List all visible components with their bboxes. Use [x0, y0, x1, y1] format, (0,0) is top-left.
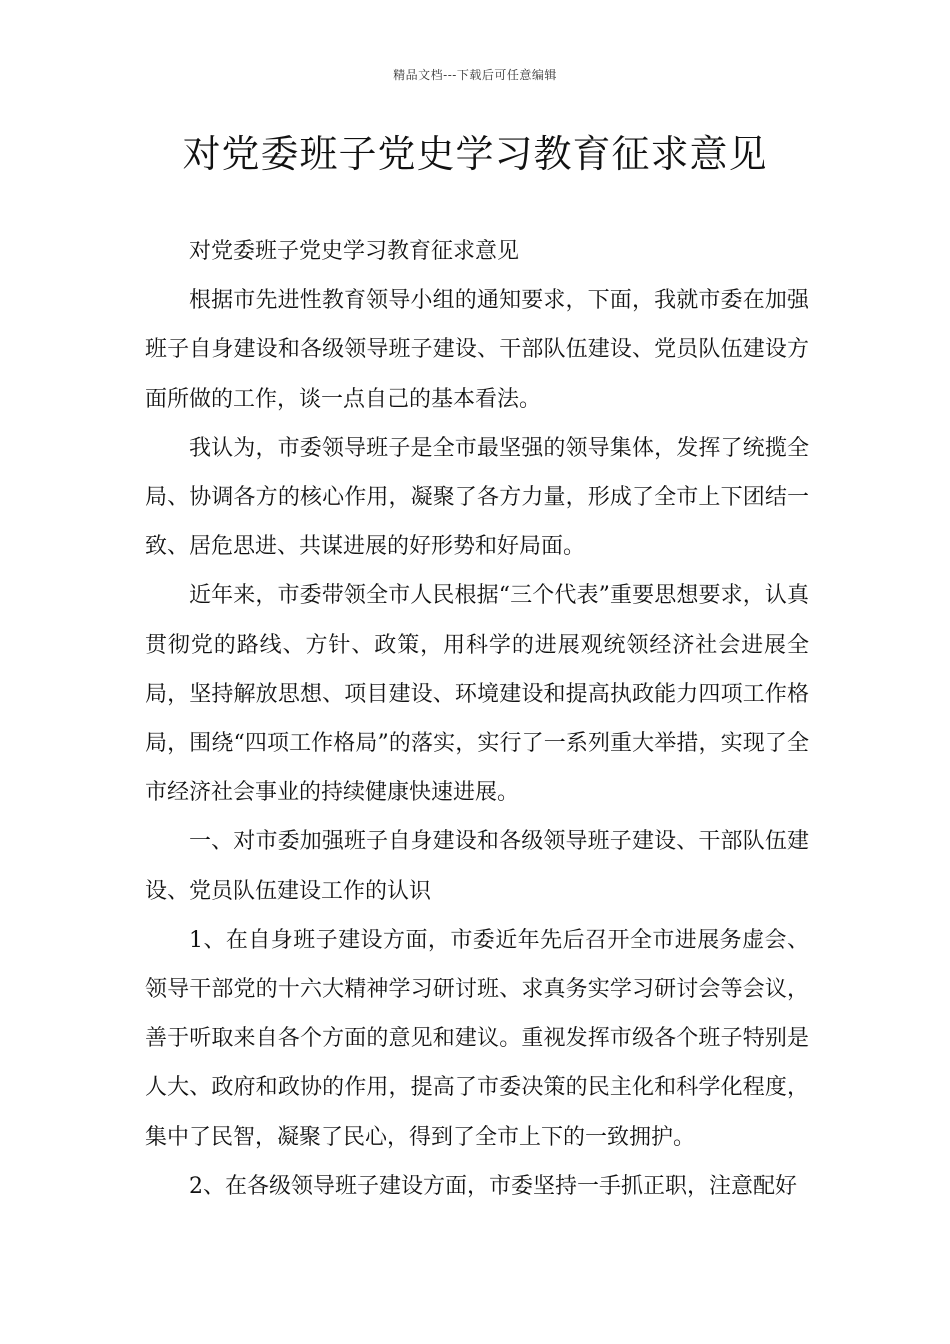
paragraph-subtitle: 对党委班子党史学习教育征求意见 [189, 239, 520, 264]
paragraph-item-2: 2、在各级领导班子建设方面，市委坚持一手抓正职，注意配好 [189, 1173, 797, 1199]
document-title: 对党委班子党史学习教育征求意见 [182, 132, 768, 176]
paragraph-intro: 根据市先进性教育领导小组的通知要求，下面，我就市委在加强班子自身建设和各级领导班子建设、干部队伍建设、党员队伍建设方面所做的工作，谈一点自己的基本看法。 [145, 288, 809, 412]
document-body [145, 227, 809, 1211]
paragraph-opinion: 我认为，市委领导班子是全市最坚强的领导集体，发挥了统揽全局、协调各方的核心作用，凝聚了各方力量，形成了全市上下团结一致、居危思进、共谋进展的好形势和好局面。 [145, 435, 809, 560]
section-heading-1: 一、对市委加强班子自身建设和各级领导班子建设、干部队伍建设、党员队伍建设工作的认识 [145, 829, 809, 904]
header-note: 精品文档---下载后可任意编辑 [393, 68, 557, 82]
paragraph-achievements: 近年来，市委带领全市人民根据“三个代表”重要思想要求，认真贯彻党的路线、方针、政策，用科学的进展观统领经济社会进展全局，坚持解放思想、项目建设、环境建设和提高执政能力四项工作格局，围绕“四项工作格局”的落实，实行了一系列重大举措，实现了全市经济社会事业的持续健康快速进展。 [145, 583, 809, 806]
paragraph-item-1: 1、在自身班子建设方面，市委近年先后召开全市进展务虚会、领导干部党的十六大精神学习研讨班、求真务实学习研讨会等会议，善于听取来自各个方面的意见和建议。重视发挥市级各个班子特别是人大、政府和政协的作用，提高了市委决策的民主化和科学化程度，集中了民智，凝聚了民心，得到了全市上下的一致拥护。 [145, 927, 809, 1150]
